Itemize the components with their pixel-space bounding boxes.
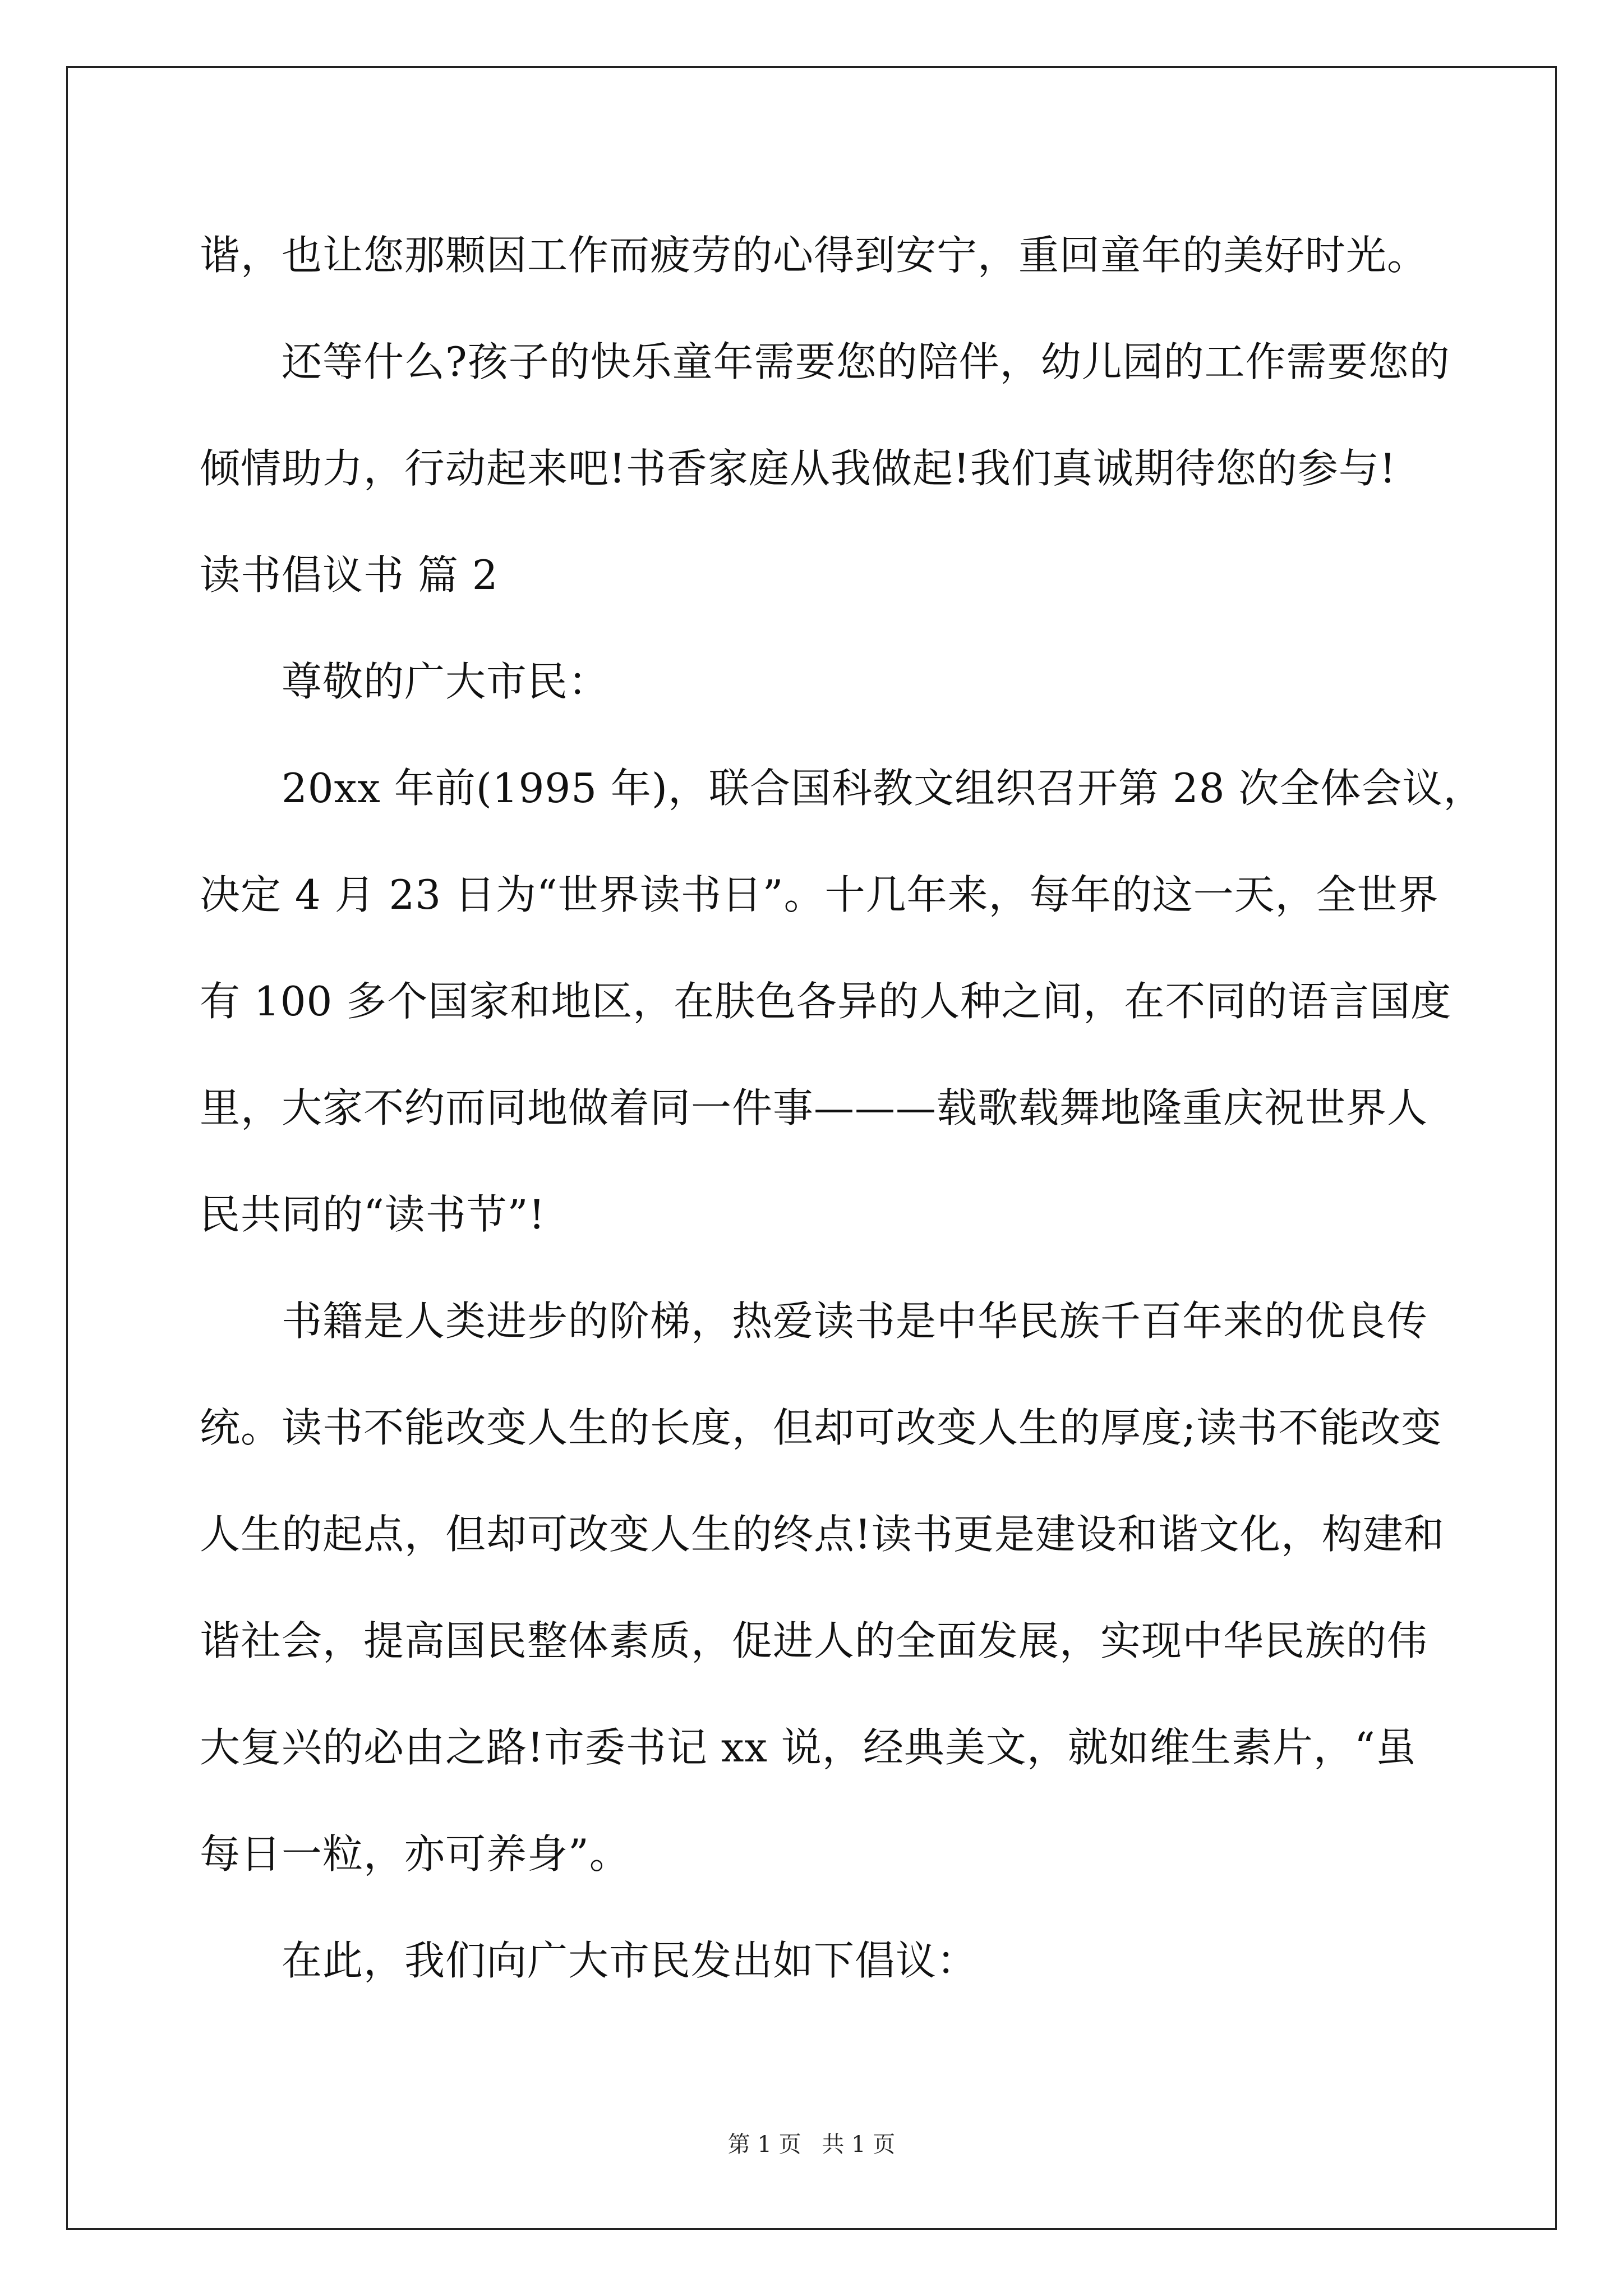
- paragraph-line: 还等什么?孩子的快乐童年需要您的陪伴，幼儿园的工作需要您的: [282, 338, 1450, 385]
- paragraph-line: 每日一粒，亦可养身”。: [200, 1830, 630, 1878]
- paragraph-line: 书籍是人类进步的阶梯，热爱读书是中华民族千百年来的优良传: [282, 1297, 1428, 1345]
- section-heading: 读书倡议书 篇 2: [200, 551, 499, 599]
- paragraph-line: 决定 4 月 23 日为“世界读书日”。十几年来，每年的这一天，全世界: [200, 871, 1439, 918]
- paragraph-line: 人生的起点，但却可改变人生的终点!读书更是建设和谐文化，构建和: [200, 1511, 1445, 1558]
- paragraph-line: 倾情助力，行动起来吧!书香家庭从我做起!我们真诚期待您的参与!: [200, 445, 1396, 492]
- paragraph-line: 大复兴的必由之路!市委书记 xx 说，经典美文，就如维生素片，“虽: [200, 1724, 1417, 1771]
- paragraph-line: 谐，也让您那颗因工作而疲劳的心得到安宁，重回童年的美好时光。: [200, 232, 1428, 279]
- document-body: [200, 202, 1484, 2014]
- salutation: 尊敬的广大市民：: [282, 658, 610, 705]
- paragraph-line: 民共同的“读书节”!: [200, 1191, 546, 1238]
- paragraph-line: 统。读书不能改变人生的长度，但却可改变人生的厚度;读书不能改变: [200, 1404, 1442, 1451]
- page-number: 第 1 页: [727, 2132, 801, 2157]
- paragraph-line: 谐社会，提高国民整体素质，促进人的全面发展，实现中华民族的伟: [200, 1617, 1428, 1664]
- page-total: 共 1 页: [822, 2132, 896, 2157]
- paragraph-line: 里，大家不约而同地做着同一件事———载歌载舞地隆重庆祝世界人: [200, 1084, 1428, 1131]
- paragraph-line: 20xx 年前(1995 年)，联合国科教文组织召开第 28 次全体会议，: [282, 765, 1484, 812]
- paragraph-line: 在此，我们向广大市民发出如下倡议：: [282, 1937, 978, 1984]
- paragraph-line: 有 100 多个国家和地区，在肤色各异的人种之间，在不同的语言国度: [200, 978, 1452, 1025]
- page-footer: [0, 2128, 1623, 2161]
